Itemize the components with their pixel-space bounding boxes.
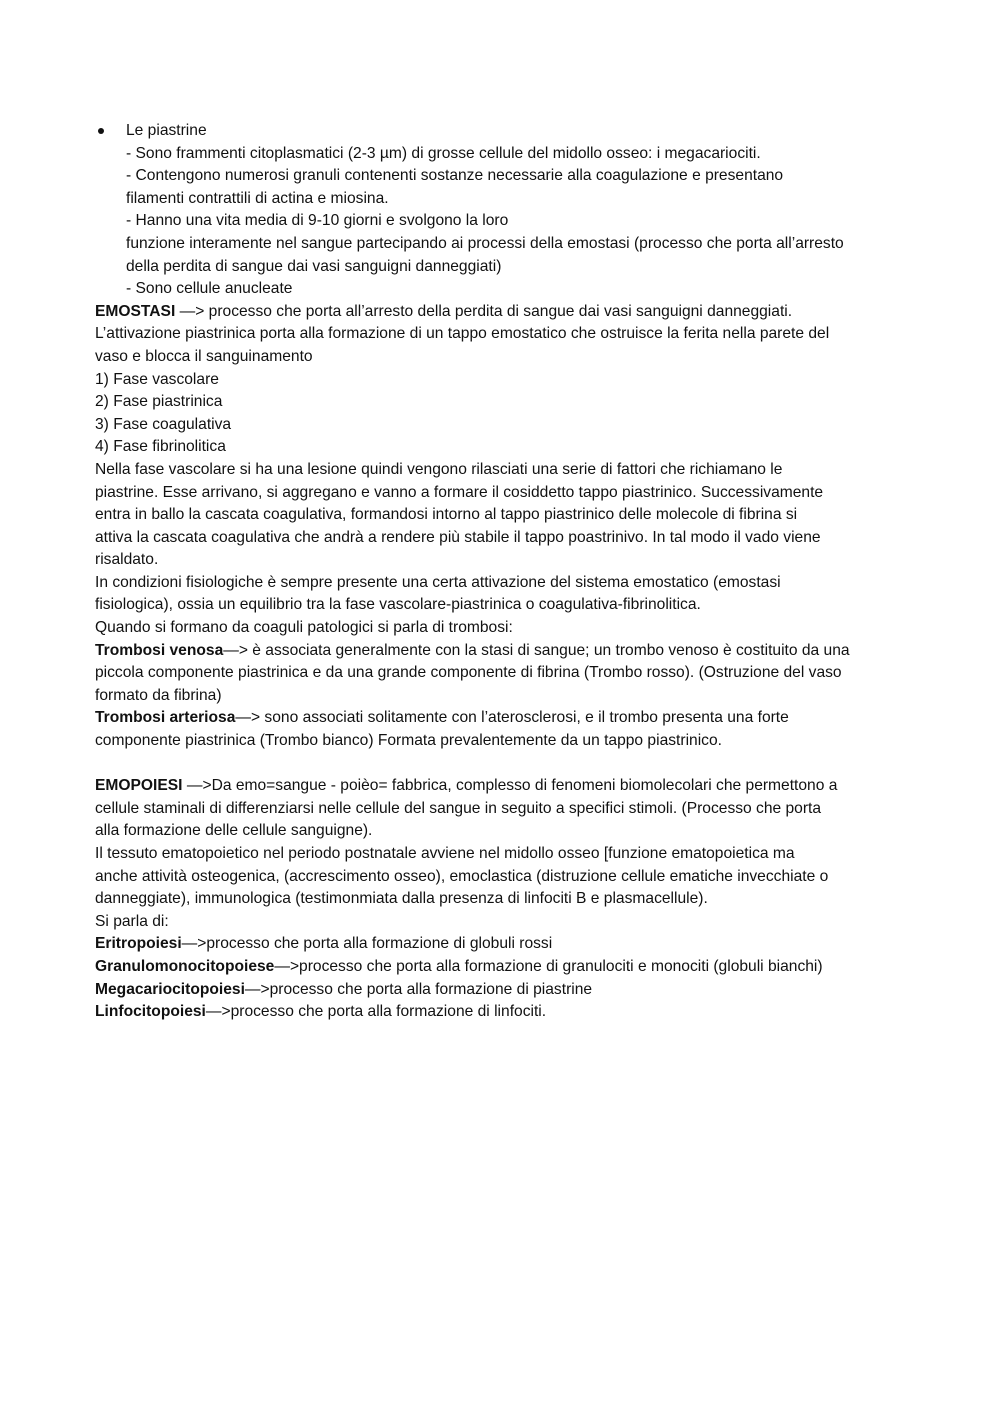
- trombosi-venosa-term: Trombosi venosa: [95, 641, 224, 659]
- fase-item: 2) Fase piastrinica: [95, 393, 223, 411]
- trombosi-arteriosa-term: Trombosi arteriosa: [95, 709, 236, 727]
- processo-text: —>processo che porta alla formazione di granulociti e monociti (globuli bianchi): [274, 957, 823, 975]
- processo-eritropoiesi: [95, 933, 915, 956]
- emopoiesi-term: EMOPOIESI: [95, 777, 183, 795]
- processo-granulomonocitopoiese: [95, 956, 915, 979]
- trombosi-venosa-line: piccola componente piastrinica e da una grande componente di fibrina (Trombo rosso). (Ostruzione del vaso: [95, 664, 842, 682]
- piastrine-line: della perdita di sangue dai vasi sanguigni danneggiati): [126, 257, 502, 275]
- emostasi-line: attiva la cascata coagulativa che andrà a rendere più stabile il tappo poastrinivo. In tal modo il vado viene: [95, 528, 821, 546]
- emopoiesi-line: Il tessuto ematopoietico nel periodo postnatale avviene nel midollo osseo [funzione ematopoietica ma: [95, 845, 795, 862]
- emopoiesi-line: cellule staminali di differenziarsi nelle cellule del sangue in seguito a specifici stimoli. (Processo che porta: [95, 799, 822, 817]
- emopoiesi-definition: [95, 775, 915, 798]
- piastrine-line: - Sono cellule anucleate: [126, 280, 293, 298]
- piastrine-line: - Sono frammenti citoplasmatici (2-3 µm) di grosse cellule del midollo osseo: i megacariociti.: [126, 144, 761, 162]
- emostasi-line: vaso e blocca il sanguinamento: [95, 347, 313, 365]
- emostasi-line: In condizioni fisiologiche è sempre presente una certa attivazione del sistema emostatico (emostasi: [95, 573, 781, 591]
- trombosi-venosa-line: formato da fibrina): [95, 686, 222, 704]
- emostasi-line: Quando si formano da coaguli patologici si parla di trombosi:: [95, 619, 513, 637]
- trombosi-venosa-definition: [95, 640, 915, 663]
- emopoiesi-line: anche attività osteogenica, (accrescimento osseo), emoclastica (distruzione cellule ematiche invecchiate o: [95, 867, 829, 885]
- bullet-title: Le piastrine: [126, 122, 207, 139]
- processo-text: —>processo che porta alla formazione di globuli rossi: [181, 935, 553, 953]
- emostasi-line: fisiologica), ossia un equilibrio tra la fase vascolare-piastrinica o coagulativa-fibrinolitica.: [95, 596, 701, 614]
- document-body: [95, 120, 915, 1024]
- processo-text: —>processo che porta alla formazione di linfociti.: [205, 1003, 547, 1021]
- piastrine-line: - Contengono numerosi granuli contenenti sostanze necessarie alla coagulazione e presentano: [126, 167, 784, 185]
- emopoiesi-line: danneggiate), immunologica (testimonmiata dalla presenza di linfociti B e plasmacellule).: [95, 890, 708, 908]
- processo-text: —>processo che porta alla formazione di piastrine: [244, 980, 593, 998]
- emostasi-line: L’attivazione piastrinica porta alla formazione di un tappo emostatico che ostruisce la ferita nella parete del: [95, 325, 830, 343]
- processo-term: Megacariocitopoiesi: [95, 980, 245, 998]
- bullet-icon: [98, 128, 104, 134]
- emostasi-definition-text: —> processo che porta all’arresto della perdita di sangue dai vasi sanguigni danneggiati.: [175, 302, 793, 320]
- paragraph-spacer: [95, 753, 915, 776]
- processo-term: Granulomonocitopoiese: [95, 957, 275, 975]
- emostasi-term: EMOSTASI: [95, 302, 176, 320]
- trombosi-arteriosa-line: componente piastrinica (Trombo bianco) Formata prevalentemente da un tappo piastrinico.: [95, 732, 722, 750]
- piastrine-line: filamenti contrattili di actina e miosina.: [126, 189, 389, 207]
- processo-linfocitopoiesi: [95, 1001, 915, 1024]
- bullet-item-piastrine: [95, 120, 915, 143]
- emostasi-line: risaldato.: [95, 551, 159, 569]
- processo-megacariocitopoiesi: [95, 979, 915, 1002]
- piastrine-line: funzione interamente nel sangue partecipando ai processi della emostasi (processo che porta all’arresto: [126, 234, 844, 252]
- emopoiesi-line: alla formazione delle cellule sanguigne).: [95, 822, 373, 840]
- emostasi-line: entra in ballo la cascata coagulativa, formandosi intorno al tappo piastrinico delle molecole di fibrina si: [95, 506, 798, 524]
- fase-item: 1) Fase vascolare: [95, 370, 219, 388]
- trombosi-venosa-text: —> è associata generalmente con la stasi di sangue; un trombo venoso è costituito da una: [223, 641, 850, 659]
- emostasi-line: piastrine. Esse arrivano, si aggregano e vanno a formare il cosiddetto tappo piastrinico. Successivamente: [95, 483, 824, 501]
- emopoiesi-line: Si parla di:: [95, 912, 169, 930]
- fase-item: 4) Fase fibrinolitica: [95, 438, 226, 456]
- emostasi-line: Nella fase vascolare si ha una lesione quindi vengono rilasciati una serie di fattori che richiamano le: [95, 460, 783, 478]
- emopoiesi-text: —>Da emo=sangue - poièo= fabbrica, complesso di fenomeni biomolecolari che permettono a: [182, 777, 838, 795]
- processo-term: Eritropoiesi: [95, 935, 182, 953]
- trombosi-arteriosa-text: —> sono associati solitamente con l’aterosclerosi, e il trombo presenta una forte: [235, 709, 789, 727]
- emostasi-definition: [95, 301, 915, 324]
- processo-term: Linfocitopoiesi: [95, 1003, 206, 1021]
- piastrine-line: - Hanno una vita media di 9-10 giorni e svolgono la loro: [126, 212, 509, 230]
- fase-item: 3) Fase coagulativa: [95, 415, 232, 433]
- trombosi-arteriosa-definition: [95, 707, 915, 730]
